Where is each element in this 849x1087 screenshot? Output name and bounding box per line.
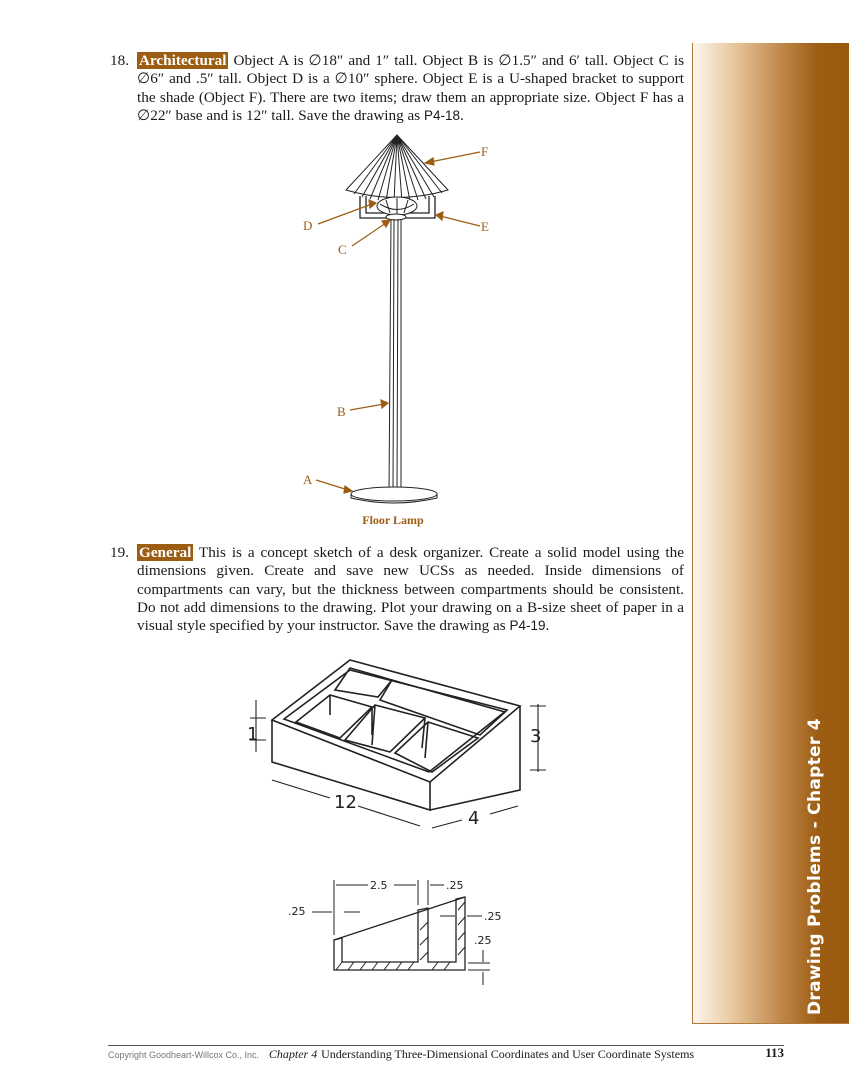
dim-length: 12	[334, 792, 357, 813]
problem-text: Object A is ∅18″ and 1″ tall. Object B is ∅1.5″ and 6′ tall. Object C is ∅6″ and .5″ tall. Object D is a ∅10″ sphere. Object E is a U-shaped bracket to support the shade (Object F). There are two items; draw them an appropriate size. Object F has a ∅22″ base and is 12″ tall. Save the drawing as	[137, 52, 684, 124]
label-a: A	[303, 472, 313, 487]
dim-width: 2.5	[370, 879, 388, 892]
lamp-shade	[346, 135, 448, 202]
copyright: Copyright Goodheart-Willcox Co., Inc.	[108, 1050, 260, 1060]
dim-base: .25	[474, 934, 492, 947]
footer	[108, 1047, 784, 1062]
lamp-base	[351, 487, 437, 501]
problem-tag: Architectural	[139, 52, 227, 69]
sidebar-title: Drawing Problems - Chapter 4	[805, 718, 825, 1015]
problem-text: This is a concept sketch of a desk organizer. Create a solid model using the dimensions given. Create and save new UCSs as needed. Inside dimensions of compartments can vary, but the thickness between compartments should be consistent. Do not add dimensions to the drawing. Plot your drawing on a B-size sheet of paper in a visual style specified by your instructor. Save the drawing as	[137, 544, 684, 635]
cap	[386, 214, 406, 220]
problem-19	[110, 544, 684, 635]
chapter-title: Understanding Three-Dimensional Coordinates and User Coordinate Systems	[321, 1047, 695, 1061]
label-b: B	[337, 404, 346, 419]
label-f: F	[481, 144, 489, 159]
section-view	[312, 880, 490, 985]
dim-wall-right: .25	[484, 910, 502, 923]
chapter-label: Chapter 4	[268, 1047, 318, 1061]
dim-height-right: 3	[530, 726, 542, 747]
figure-caption: Floor Lamp	[362, 513, 424, 527]
dim-wall-top: .25	[446, 879, 464, 892]
page-number: 113	[765, 1045, 784, 1060]
label-c: C	[338, 242, 347, 257]
dim-depth: 4	[468, 808, 480, 829]
period: .	[545, 617, 550, 635]
desk-organizer-sketch	[250, 660, 546, 828]
dim-wall-left: .25	[288, 905, 306, 918]
problem-number: 18.	[110, 52, 129, 69]
problem-number: 19.	[110, 544, 129, 561]
problem-tag: General	[139, 544, 192, 561]
period: .	[460, 106, 464, 124]
footer-rule	[108, 1045, 784, 1046]
pole	[389, 219, 401, 492]
dim-height-left: 1	[247, 724, 259, 745]
filename: P4-18	[423, 107, 460, 123]
label-d: D	[303, 218, 313, 233]
filename: P4-19	[509, 618, 546, 634]
label-e: E	[481, 219, 489, 234]
